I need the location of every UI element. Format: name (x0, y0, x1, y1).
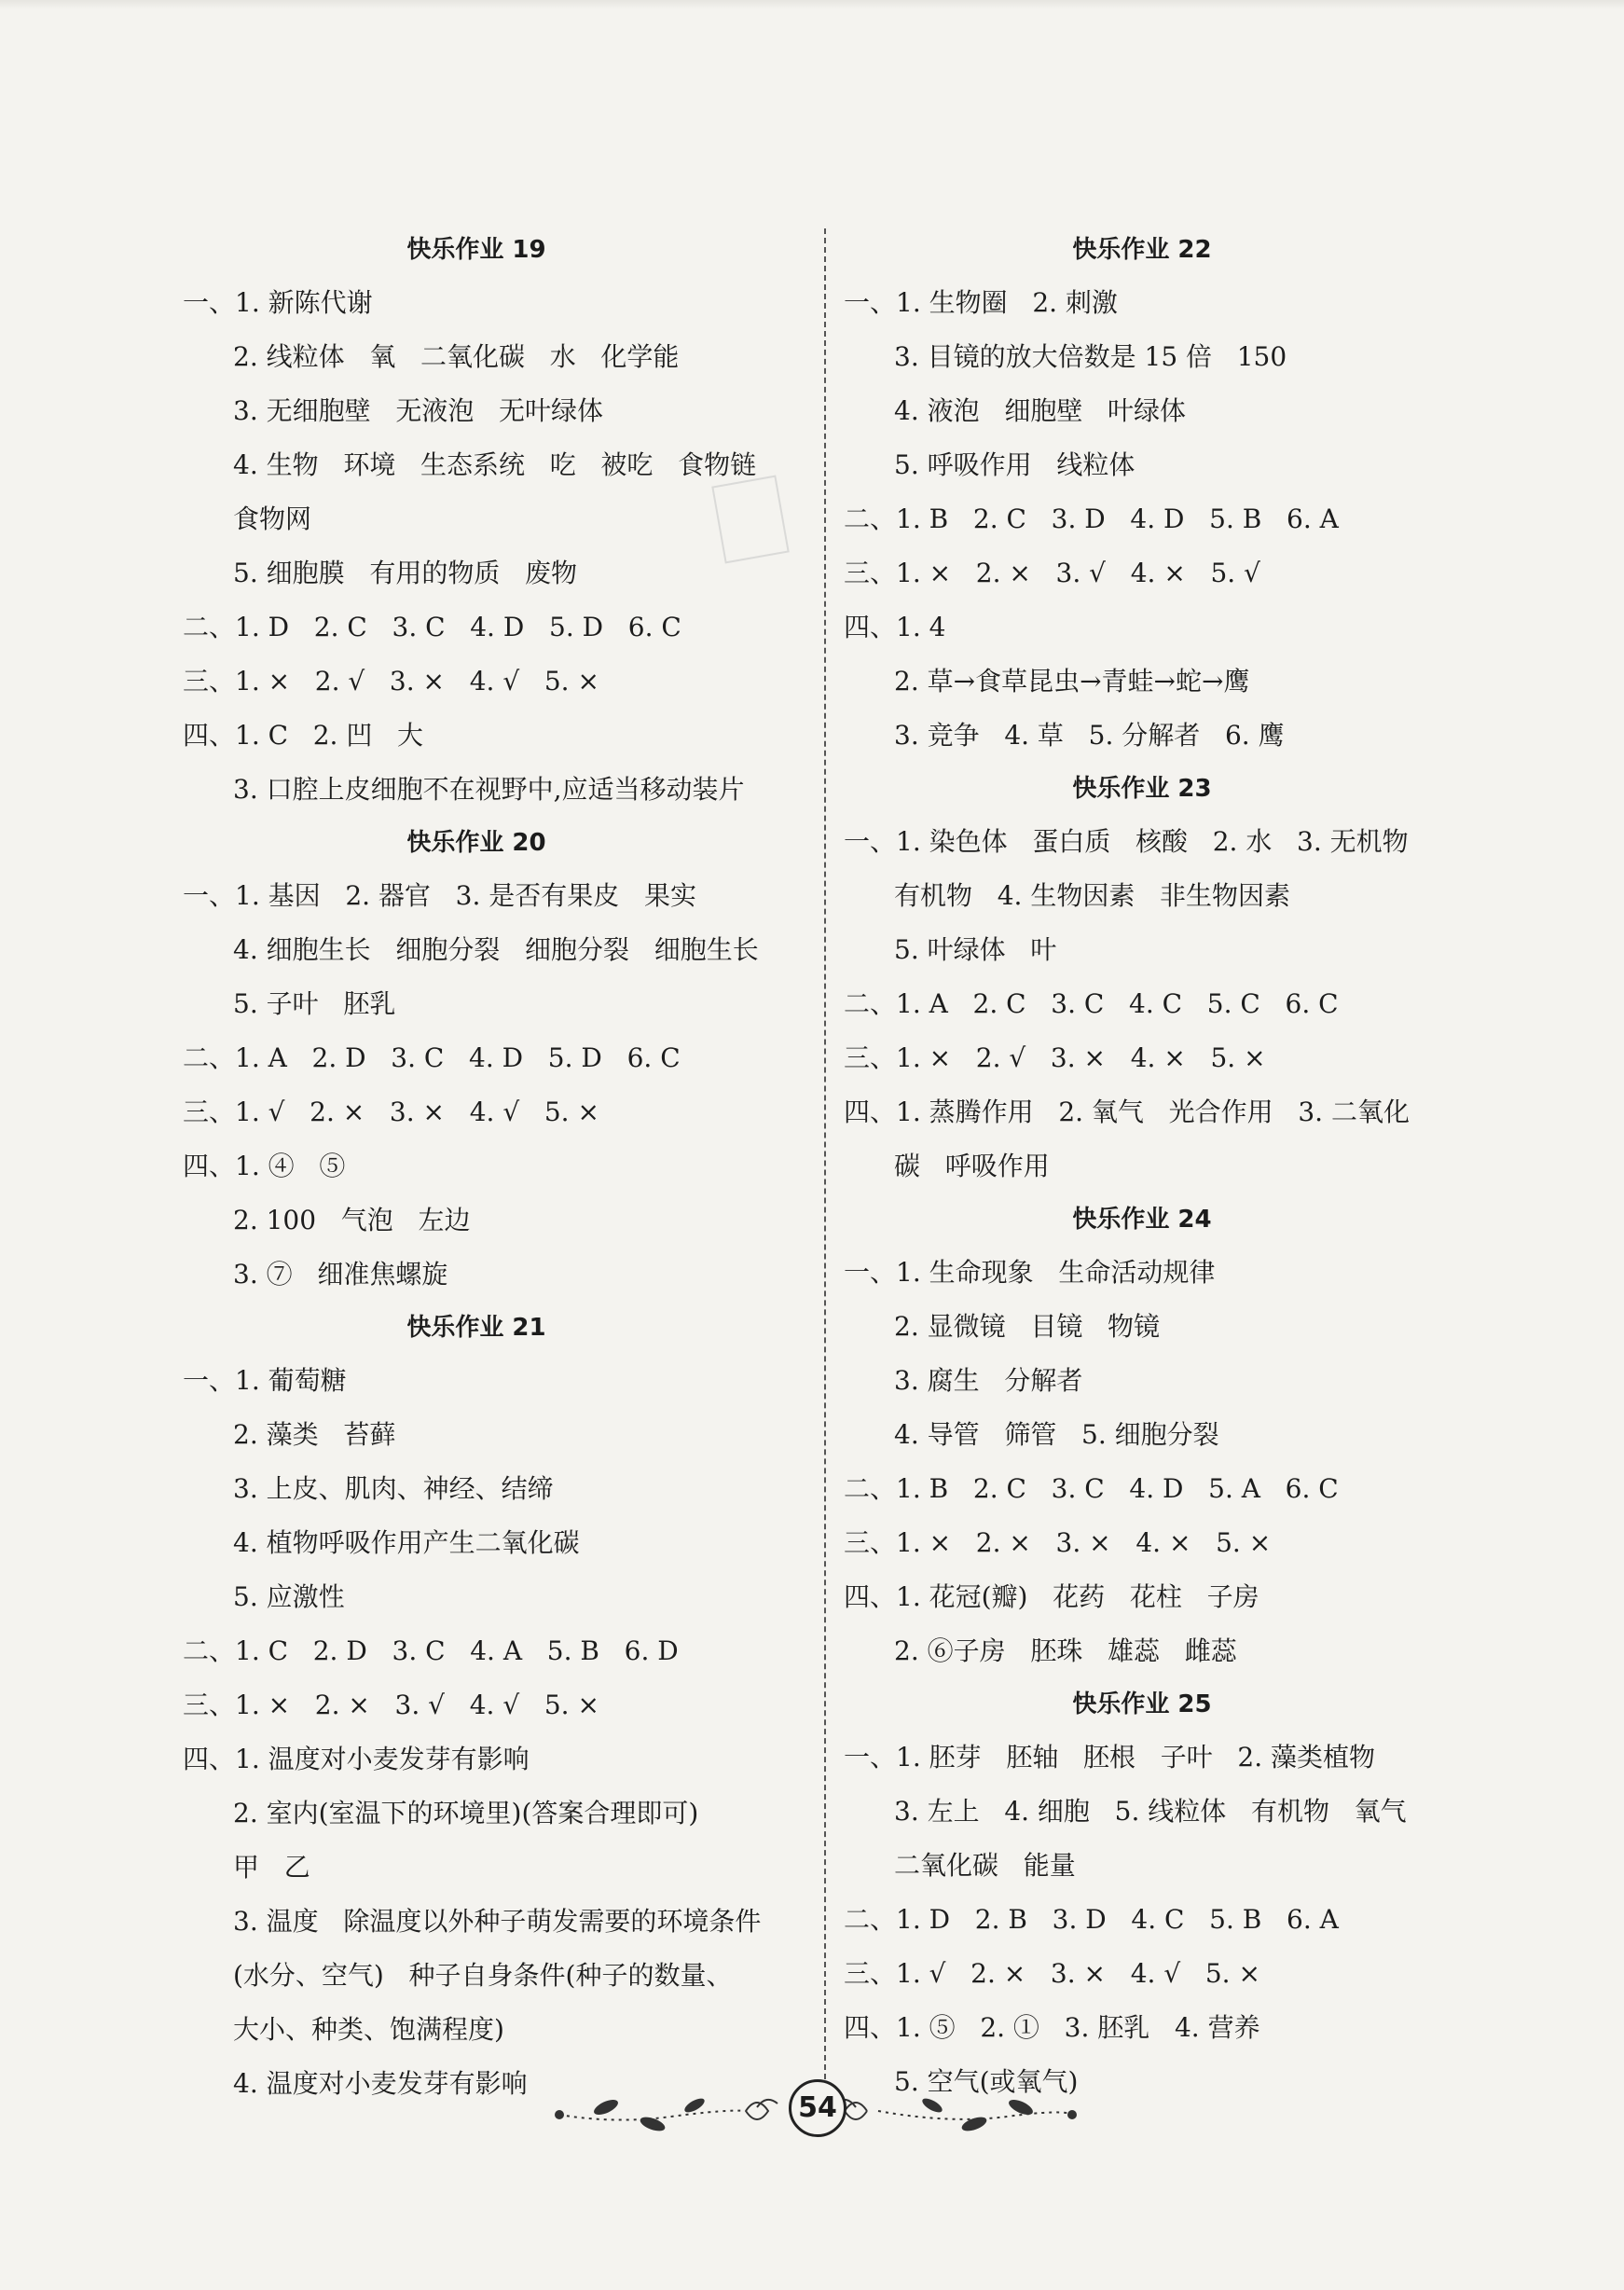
answer-line: 3. 目镜的放大倍数是 15 倍 150 (894, 341, 1287, 372)
answer-line: 3. 无细胞壁 无液泡 无叶绿体 (233, 395, 604, 426)
answer-line: 一、1. 染色体 蛋白质 核酸 2. 水 3. 无机物 (844, 826, 1409, 857)
answer-line: 2. 藻类 苔藓 (233, 1419, 396, 1450)
answer-line: 5. 细胞膜 有用的物质 废物 (233, 558, 578, 588)
answer-line: 三、1. × 2. × 3. √ 4. × 5. √ (844, 558, 1260, 588)
answer-line: 二、1. A 2. D 3. C 4. D 5. D 6. C (183, 1042, 681, 1073)
answer-line: 2. 草→食草昆虫→青蛙→蛇→鹰 (894, 666, 1250, 697)
section-title-24: 快乐作业 24 (1072, 1206, 1212, 1234)
answer-line: 3. ⑦ 细准焦螺旋 (233, 1259, 448, 1290)
answer-line: 三、1. × 2. √ 3. × 4. × 5. × (844, 1042, 1266, 1073)
answer-line: 4. 导管 筛管 5. 细胞分裂 (894, 1419, 1219, 1450)
answer-line: 甲 乙 (233, 1852, 310, 1883)
answer-line: 三、1. √ 2. × 3. × 4. √ 5. × (183, 1097, 599, 1127)
answer-line: 食物网 (233, 504, 312, 534)
answer-line: 一、1. 生物圈 2. 刺激 (844, 287, 1118, 318)
answer-line: 四、1. C 2. 凹 大 (183, 720, 424, 751)
answer-line: 三、1. × 2. × 3. × 4. × 5. × (844, 1527, 1272, 1558)
answer-line: 二、1. B 2. C 3. D 4. D 5. B 6. A (844, 504, 1339, 534)
answer-line: 5. 呼吸作用 线粒体 (894, 449, 1135, 480)
section-title-21: 快乐作业 21 (406, 1314, 546, 1342)
answer-line: 四、1. ⑤ 2. ① 3. 胚乳 4. 营养 (844, 2012, 1260, 2043)
answer-line: 2. 显微镜 目镜 物镜 (894, 1311, 1161, 1342)
answer-line: 一、1. 胚芽 胚轴 胚根 子叶 2. 藻类植物 (844, 1742, 1376, 1773)
answer-line: 二、1. D 2. C 3. C 4. D 5. D 6. C (183, 612, 681, 642)
top-edge (0, 0, 1624, 9)
answer-line: 四、1. 温度对小麦发芽有影响 (183, 1744, 530, 1774)
answer-line: 二、1. B 2. C 3. C 4. D 5. A 6. C (844, 1473, 1339, 1504)
answer-line: 3. 腐生 分解者 (894, 1365, 1083, 1396)
answer-line: 四、1. 4 (844, 612, 946, 642)
answer-line: 三、1. × 2. √ 3. × 4. √ 5. × (183, 666, 599, 697)
answer-line: 4. 液泡 细胞壁 叶绿体 (894, 395, 1187, 426)
answer-line: 5. 应激性 (233, 1581, 345, 1612)
answer-line: 2. ⑥子房 胚珠 雄蕊 雌蕊 (894, 1635, 1237, 1666)
page-number: 54 (789, 2079, 846, 2137)
answer-line: 3. 竞争 4. 草 5. 分解者 6. 鹰 (894, 720, 1285, 751)
answer-line: 大小、种类、饱满程度) (233, 2014, 504, 2045)
answer-line: 三、1. × 2. × 3. √ 4. √ 5. × (183, 1690, 599, 1720)
section-title-25: 快乐作业 25 (1072, 1690, 1212, 1718)
answer-line: 2. 100 气泡 左边 (233, 1205, 471, 1235)
answer-line: 二、1. A 2. C 3. C 4. C 5. C 6. C (844, 988, 1339, 1019)
answer-line: 5. 子叶 胚乳 (233, 988, 396, 1019)
answer-line: 4. 温度对小麦发芽有影响 (233, 2068, 528, 2099)
answer-line: 2. 室内(室温下的环境里)(答案合理即可) (233, 1798, 699, 1828)
right-column (844, 224, 1478, 2109)
column-divider (824, 228, 826, 2079)
answer-line: 二、1. D 2. B 3. D 4. C 5. B 6. A (844, 1904, 1339, 1935)
answer-line: 2. 线粒体 氧 二氧化碳 水 化学能 (233, 341, 680, 372)
section-title-20: 快乐作业 20 (406, 829, 546, 857)
answer-line: 一、1. 生命现象 生命活动规律 (844, 1257, 1216, 1288)
section-title-22: 快乐作业 22 (1072, 236, 1212, 264)
answer-line: 3. 上皮、肌肉、神经、结缔 (233, 1473, 554, 1504)
answer-line: 碳 呼吸作用 (894, 1151, 1050, 1181)
section-title-23: 快乐作业 23 (1072, 775, 1212, 803)
answer-line: (水分、空气) 种子自身条件(种子的数量、 (233, 1960, 733, 1991)
answer-line: 5. 叶绿体 叶 (894, 934, 1057, 965)
answer-line: 3. 温度 除温度以外种子萌发需要的环境条件 (233, 1906, 762, 1937)
section-title-19: 快乐作业 19 (406, 236, 546, 264)
answer-line: 二、1. C 2. D 3. C 4. A 5. B 6. D (183, 1635, 679, 1666)
page-footer (0, 2070, 1624, 2154)
answer-line: 4. 植物呼吸作用产生二氧化碳 (233, 1527, 580, 1558)
answer-line: 四、1. ④ ⑤ (183, 1151, 346, 1181)
answer-line: 有机物 4. 生物因素 非生物因素 (894, 880, 1291, 911)
watermark-stamp (711, 476, 790, 564)
answer-line: 一、1. 新陈代谢 (183, 287, 373, 318)
answer-line: 二氧化碳 能量 (894, 1850, 1076, 1881)
left-column (183, 224, 807, 2111)
answer-line: 一、1. 葡萄糖 (183, 1365, 347, 1396)
answer-line: 四、1. 蒸腾作用 2. 氧气 光合作用 3. 二氧化 (844, 1097, 1410, 1127)
answer-line: 3. 左上 4. 细胞 5. 线粒体 有机物 氧气 (894, 1796, 1407, 1827)
answer-line: 4. 生物 环境 生态系统 吃 被吃 食物链 (233, 449, 757, 480)
answer-line: 5. 空气(或氧气) (894, 2066, 1079, 2097)
answer-line: 4. 细胞生长 细胞分裂 细胞分裂 细胞生长 (233, 934, 759, 965)
answer-line: 三、1. √ 2. × 3. × 4. √ 5. × (844, 1958, 1260, 1989)
answer-line: 四、1. 花冠(瓣) 花药 花柱 子房 (844, 1581, 1259, 1612)
answer-line: 一、1. 基因 2. 器官 3. 是否有果皮 果实 (183, 880, 696, 911)
answer-line: 3. 口腔上皮细胞不在视野中,应适当移动装片 (233, 774, 745, 805)
